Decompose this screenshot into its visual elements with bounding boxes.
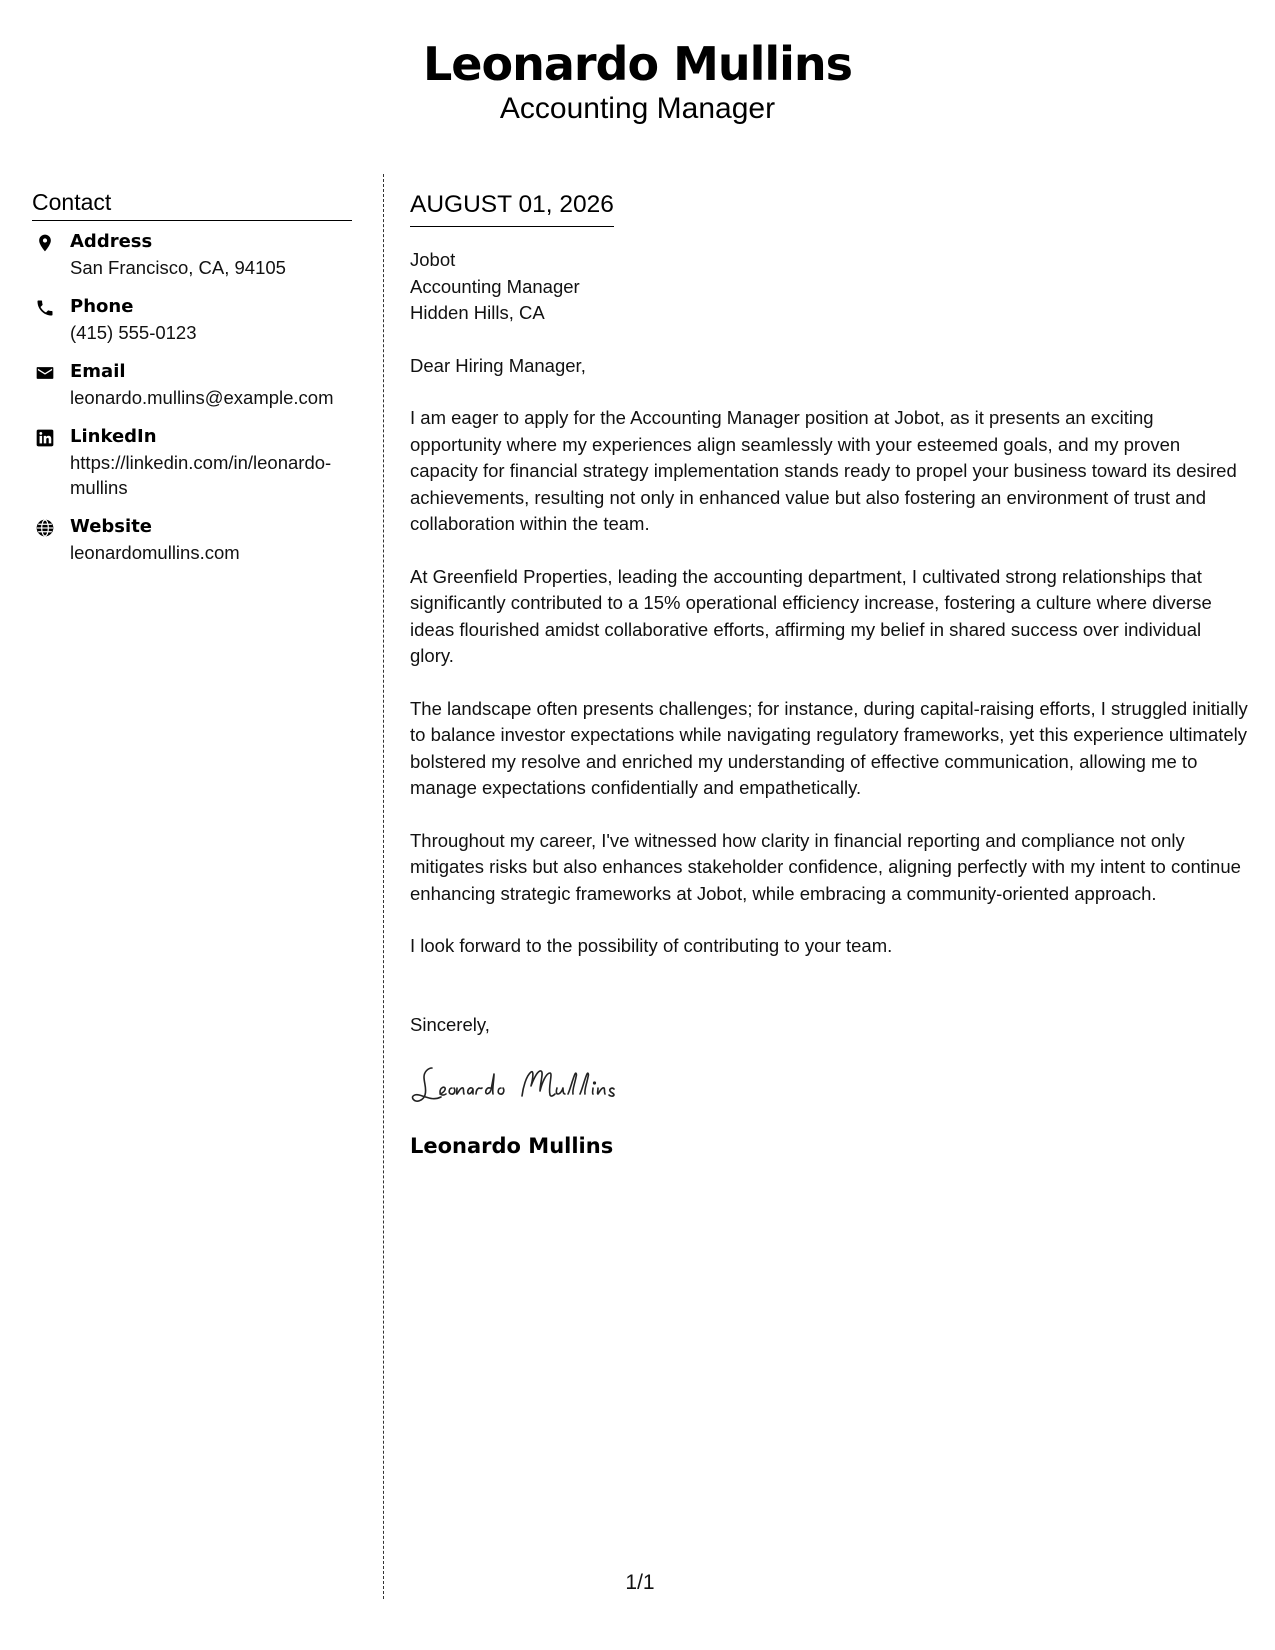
body-paragraph: I am eager to apply for the Accounting Manager position at Jobot, as it presents an exciting opportunity where my experiences align seamlessly with your esteemed goals, and my proven capacity for financial strategy implementation stands ready to propel your business toward its desired achievements, resulting not only in enhanced value but also fostering an environment of trust and collaboration within the team. [410,407,1237,534]
body-paragraph: At Greenfield Properties, leading the accounting department, I cultivated strong relationships that significantly contributed to a 15% operational efficiency increase, fostering a culture where diverse ideas flourished amidst collaborative efforts, affirming my belief in shared success over individual glory. [410,565,1212,666]
contact-label: Website [70,516,153,537]
recipient-block [410,247,1250,327]
contact-item-website [32,514,352,565]
handwritten-signature [410,1054,1250,1114]
phone-icon [32,294,70,318]
greeting: Dear Hiring Manager, [410,354,586,376]
globe-icon [32,514,70,538]
contact-value: leonardo.mullins@example.com [70,387,334,408]
contact-sidebar [32,188,352,579]
contact-item-address [32,229,352,280]
contact-label: Phone [70,296,134,317]
letter-body [410,190,1250,1160]
contact-value: (415) 555-0123 [70,322,197,343]
contact-value: https://linkedin.com/in/leonardo-mullins [70,452,332,498]
body-paragraph: I look forward to the possibility of contributing to your team. [410,935,893,956]
contact-label: LinkedIn [70,426,157,447]
recipient-position: Accounting Manager [410,275,580,297]
recipient-location: Hidden Hills, CA [410,302,545,323]
column-divider [383,174,384,1599]
letter-date: AUGUST 01, 2026 [410,190,614,227]
recipient-company: Jobot [410,249,456,270]
map-pin-icon [32,229,70,253]
contact-list [32,229,352,565]
page-number: 1/1 [625,1571,655,1594]
body-paragraph: Throughout my career, I've witnessed how clarity in financial reporting and compliance not only mitigates risks but also enhances stakeholder confidence, aligning perfectly with my intent to continue enhancing strategic frameworks at Jobot, while embracing a community-oriented approach. [410,829,1241,904]
contact-label: Address [70,231,153,252]
contact-item-email [32,359,352,410]
applicant-name: Leonardo Mullins [422,37,853,91]
closing: Sincerely, [410,1013,490,1035]
linkedin-icon [32,424,70,448]
contact-label: Email [70,361,126,382]
contact-item-phone [32,294,352,345]
letter-header [0,34,1275,126]
contact-heading: Contact [32,188,352,221]
body-paragraph: The landscape often presents challenges; for instance, during capital-raising efforts, I struggled initially to balance investor expectations while navigating regulatory frameworks, yet this experience ultimately bolstered my resolve and enriched my understanding of effective communication, allowing me to manage expectations confidentially and empathetically. [410,697,1248,798]
contact-value: leonardomullins.com [70,542,240,563]
contact-item-linkedin [32,424,352,500]
contact-value: San Francisco, CA, 94105 [70,257,286,278]
signed-name: Leonardo Mullins [410,1134,614,1158]
envelope-icon [32,359,70,383]
applicant-title: Accounting Manager [499,92,776,125]
